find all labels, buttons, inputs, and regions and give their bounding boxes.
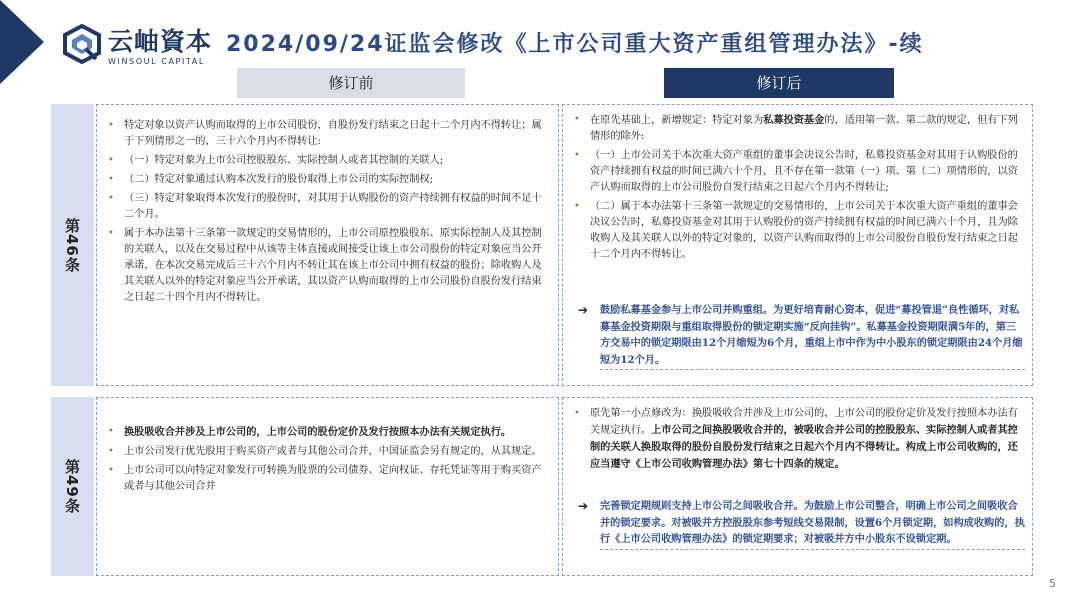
article-46-label-text: 第46条 xyxy=(63,217,81,273)
list-item: • 换股吸收合并涉及上市公司的，上市公司的股份定价及发行按照本办法有关规定执行。 xyxy=(108,426,512,438)
item-text: （一）上市公司关于本次重大资产重组的董事会决议公告时，私募投资基金对其用于认购股份的资产持续拥有权益的时间已满六十个月，且不存在第一款第（一）项、第（二）项情形的，以资产认购而取得的上市公司股份自发行结束之日起六个月内不得转让; xyxy=(590,150,1018,193)
article-46-note xyxy=(578,302,1025,370)
article-46-after-list xyxy=(574,112,1024,266)
logo-mark-icon xyxy=(62,24,102,64)
header-before: 修订前 xyxy=(237,68,465,98)
list-item: • （一）特定对象为上市公司控股股东、实际控制人或者其控制的关联人; xyxy=(108,155,444,166)
article-49-label xyxy=(51,397,94,576)
article-49-label-text: 第49条 xyxy=(63,459,81,514)
note-text: 完善锁定期规则支持上市公司之间吸收合并。为鼓励上市公司整合，明确上市公司之间吸收合并的锁定要求。对被吸并方控股股东参考短线交易限制，设置6个月锁定期，如构成收购的，执行《上市公司收购管理办法》的锁定期要求；对被吸并方中小股东不设锁定期。 xyxy=(600,498,1025,550)
list-item: • （一）上市公司关于本次重大资产重组的董事会决议公告时，私募投资基金对其用于认购股份的资产持续拥有权益的时间已满六十个月，且不存在第一款第（一）项、第（二）项情形的，以资产认购而取得的上市公司股份自发行结束之日起六个月内不得转让; xyxy=(574,150,1018,193)
page-number: 5 xyxy=(1049,577,1056,590)
page-title: 2024/09/24证监会修改《上市公司重大资产重组管理办法》-续 xyxy=(226,32,924,57)
item-highlight: 私募投资基金 xyxy=(763,114,825,126)
item-text: 原先第一小点修改为：换股吸收合并涉及上市公司的，上市公司的股份定价及发行按照本办法有关规定执行。 xyxy=(590,408,1018,436)
article-49-before-list xyxy=(108,424,548,498)
list-item: • 原先第一小点修改为：换股吸收合并涉及上市公司的，上市公司的股份定价及发行按照本办法有关规定执行。上市公司之间换股吸收合并的，被吸收合并公司的控股股东、实际控制人或者其控制的关联人换股取得的股份自股份发行结束之日起六个月内不得转让。构成上市公司收购的，还应当遵守《上市公司收购管理办法》第七十四条的规定。 xyxy=(574,408,1018,470)
note-text: 鼓励私募基金参与上市公司并购重组。为更好培育耐心资本，促进“募投管退”良性循环，对私募基金投资期限与重组取得股份的锁定期实施“反向挂钩”。私募基金投资期限满5年的，第三方交易中的锁定期限由12个月缩短为6个月，重组上市中作为中小股东的锁定期限由24个月缩短为12个月。 xyxy=(600,302,1025,370)
list-item: • 上市公司可以向特定对象发行可转换为股票的公司债券、定向权证、存托凭证等用于购买资产或者与其他公司合并 xyxy=(108,465,542,492)
arrow-right-icon: ➔ xyxy=(578,499,589,513)
item-text: 特定对象以资产认购而取得的上市公司股份，自股份发行结束之日起十二个月内不得转让；属于下列情形之一的，三十六个月内不得转让: xyxy=(124,120,542,147)
list-item: • 在原先基础上，新增规定：特定对象为私募投资基金的，适用第一款、第二款的规定，但有下列情形的除外: xyxy=(574,114,1018,142)
article-46-before-list xyxy=(108,118,548,309)
list-item: • （三）特定对象取得本次发行的股份时，对其用于认购股份的资产持续拥有权益的时间不足十二个月。 xyxy=(108,193,542,220)
list-item: • 属于本办法第十三条第一款规定的交易情形的，上市公司原控股股东、原实际控制人及其控制的关联人，以及在交易过程中从该等主体直接或间接受让该上市公司股份的特定对象应当公开承诺，在本次交易完成后三十六个月内不转让其在该上市公司中拥有权益的股份；除收购人及其关联人以外的特定对象应当公开承诺，其以资产认购而取得的上市公司股份自股份发行结束之日起二十四个月内不得转让。 xyxy=(108,228,542,303)
header-after: 修订后 xyxy=(664,68,894,98)
article-49-after-list xyxy=(574,406,1024,476)
item-text: 换股吸收合并涉及上市公司的，上市公司的股份定价及发行按照本办法有关规定执行。 xyxy=(124,426,512,438)
item-text: 上市公司发行优先股用于购买资产或者与其他公司合并，中国证监会另有规定的，从其规定。 xyxy=(124,446,542,457)
list-item: • 上市公司发行优先股用于购买资产或者与其他公司合并，中国证监会另有规定的，从其规定。 xyxy=(108,446,542,457)
item-text: 上市公司可以向特定对象发行可转换为股票的公司债券、定向权证、存托凭证等用于购买资产或者与其他公司合并 xyxy=(124,465,542,492)
item-highlight: 上市公司之间换股吸收合并的，被吸收合并公司的控股股东、实际控制人或者其控制的关联人换股取得的股份自股份发行结束之日起六个月内不得转让。构成上市公司收购的，还应当遵守《上市公司收购管理办法》第七十四条的规定。 xyxy=(590,424,1018,470)
list-item: • 特定对象以资产认购而取得的上市公司股份，自股份发行结束之日起十二个月内不得转让；属于下列情形之一的，三十六个月内不得转让: xyxy=(108,120,542,147)
item-text: （一）特定对象为上市公司控股股东、实际控制人或者其控制的关联人; xyxy=(124,155,444,166)
item-text: （二）特定对象通过认购本次发行的股份取得上市公司的实际控制权; xyxy=(124,174,434,185)
logo xyxy=(62,22,212,72)
item-text: （三）特定对象取得本次发行的股份时，对其用于认购股份的资产持续拥有权益的时间不足十二个月。 xyxy=(124,193,542,220)
list-item: • （二）属于本办法第十三条第一款规定的交易情形的，上市公司关于本次重大资产重组的董事会决议公告时，私募投资基金对其用于认购股份的资产持续拥有权益的时间已满六十个月，且为除收购人及其关联人以外的特定对象的，以资产认购而取得的上市公司股份自股份发行结束之日起十二个月内不得转让。 xyxy=(574,201,1018,260)
logo-name-en: WINSOUL CAPITAL xyxy=(108,57,205,66)
item-text: 属于本办法第十三条第一款规定的交易情形的，上市公司原控股股东、原实际控制人及其控制的关联人，以及在交易过程中从该等主体直接或间接受让该上市公司股份的特定对象应当公开承诺，在本次交易完成后三十六个月内不转让其在该上市公司中拥有权益的股份；除收购人及其关联人以外的特定对象应当公开承诺，其以资产认购而取得的上市公司股份自股份发行结束之日起二十四个月内不得转让。 xyxy=(124,228,542,303)
item-text-tail: 的，适用第一款、第二款的规定，但有下列情形的除外: xyxy=(590,115,1018,142)
corner-triangle xyxy=(0,0,44,84)
logo-name-cn: 云岫資本 xyxy=(108,27,213,56)
article-49-note xyxy=(578,498,1025,550)
item-text: 在原先基础上，新增规定：特定对象为 xyxy=(590,115,764,126)
article-46-label xyxy=(51,104,94,386)
list-item: • （二）特定对象通过认购本次发行的股份取得上市公司的实际控制权; xyxy=(108,174,434,185)
item-text: （二）属于本办法第十三条第一款规定的交易情形的，上市公司关于本次重大资产重组的董事会决议公告时，私募投资基金对其用于认购股份的资产持续拥有权益的时间已满六十个月，且为除收购人及其关联人以外的特定对象的，以资产认购而取得的上市公司股份自股份发行结束之日起十二个月内不得转让。 xyxy=(590,201,1018,260)
arrow-right-icon: ➔ xyxy=(578,303,589,317)
